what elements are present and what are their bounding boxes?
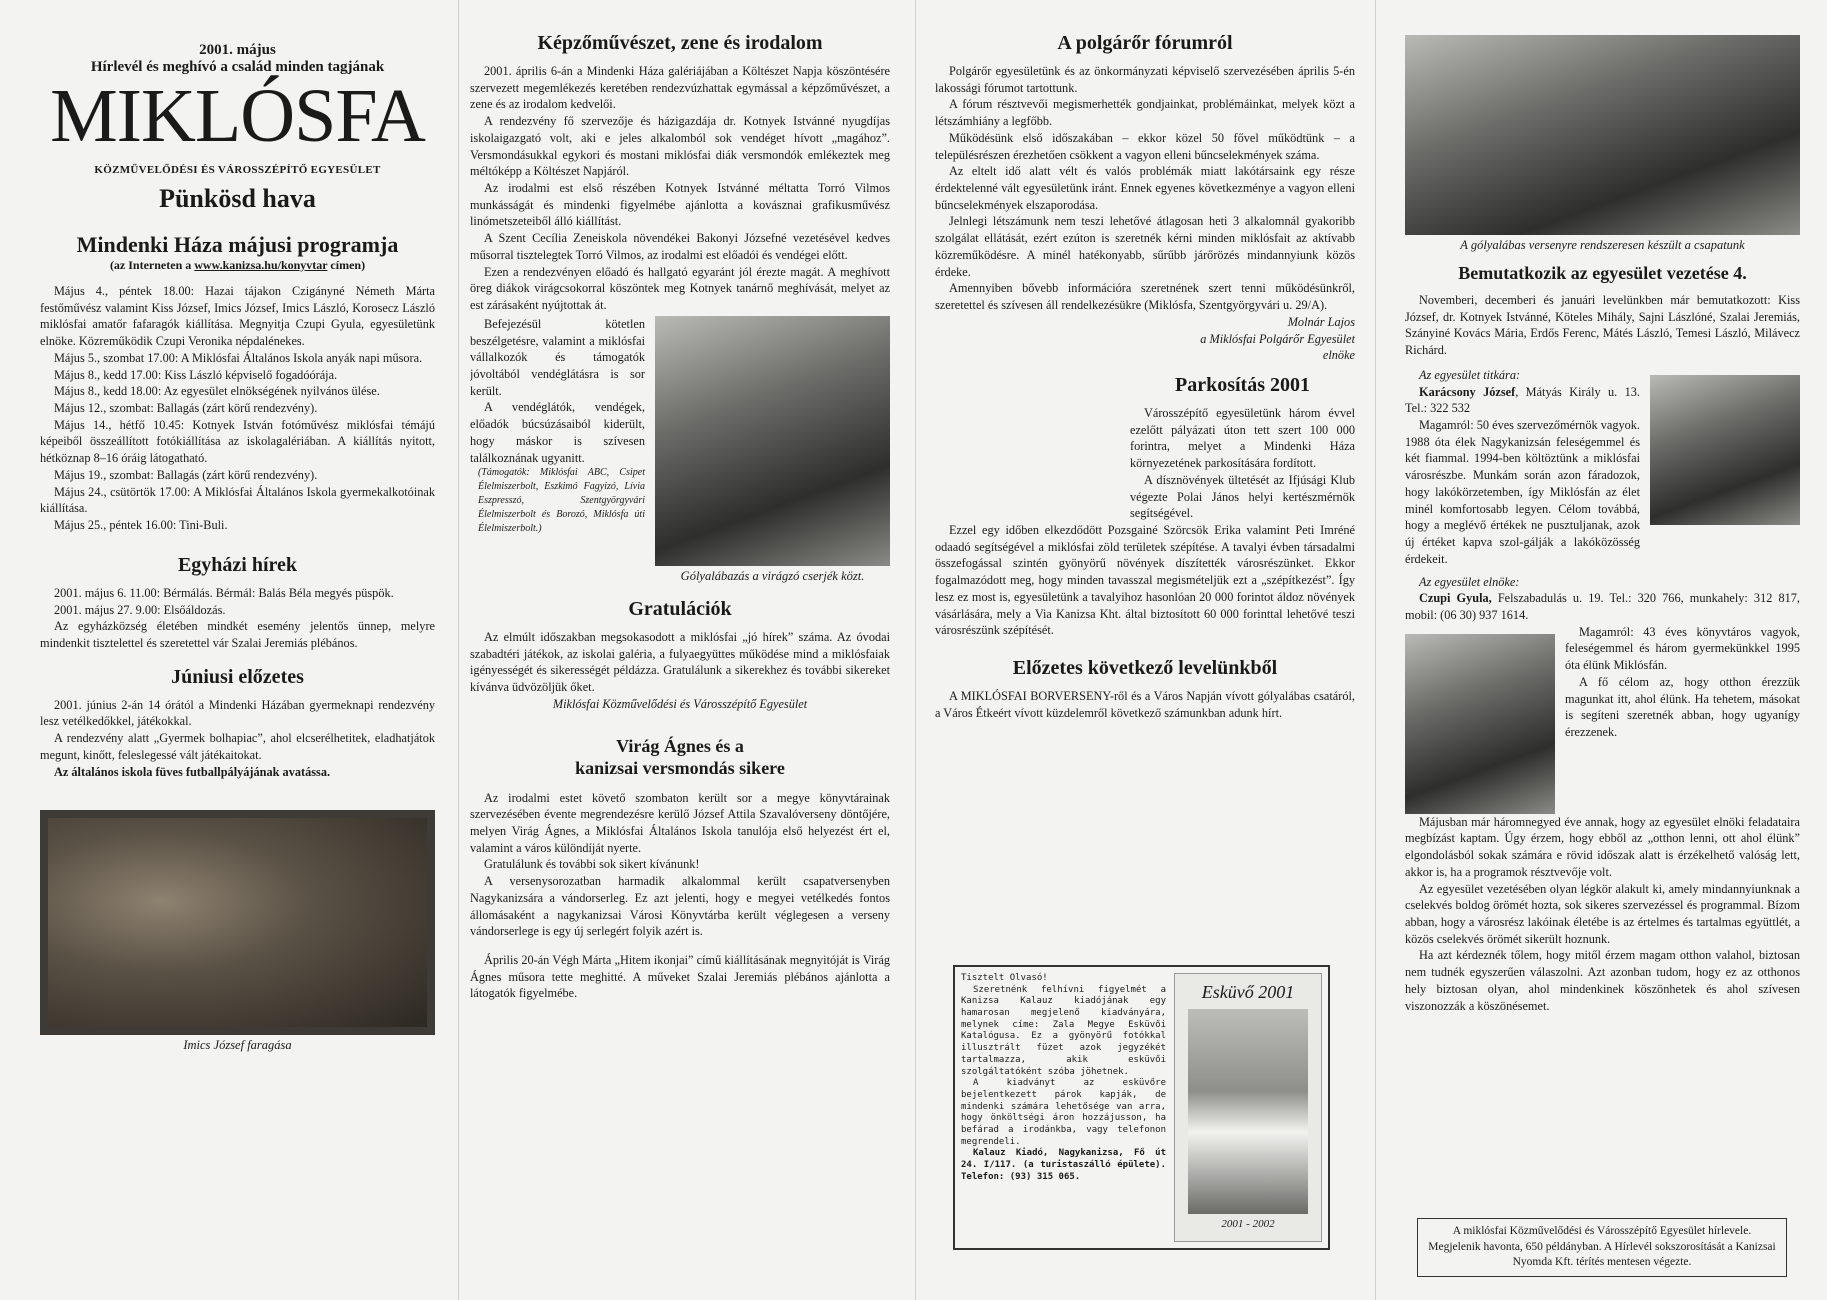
arts-photo-row	[470, 316, 890, 584]
police-sign-role: elnöke	[1322, 348, 1355, 363]
ad-greeting: Tisztelt Olvasó!	[961, 973, 1048, 983]
virag-p4: Április 20-án Végh Márta „Hitem ikonjai” című kiállításának megnyitóját is Virág Ágnes műsora tette meghitté. A műveket Szalai Jeremiás plébános ajánlotta a látogatók figyelmébe.	[470, 953, 890, 1001]
arts-p3: Az irodalmi est első részében Kotnyek Istvánné méltatta Torró Vilmos munkásságát és mindenki figyelmébe ajánlotta a kovásznai grafikusművész linómetszeteiből álló kiállítást.	[470, 181, 890, 229]
virag-p3: A versenysorozatban harmadik alkalommal került csapatversenyben Nagykanizsára a vándorserleg. Ez azt jelenti, hogy e megyei vetélkedés fontos állomásaként a nagykanizsai Városi Könyvtárba került véglegesen a verseny vándorserlege is egy új serlegért folyik azért is.	[470, 874, 890, 939]
arts-side-text	[470, 316, 645, 584]
ad-catalog-cover	[1174, 973, 1322, 1242]
june-title: Júniusi előzetes	[171, 665, 304, 688]
president-about-4: Az egyesület vezetésében olyan légkör alakult ki, amely mindannyiunknak a cselekvés boldog örömét hozta, sok sikeres szervezéssel és programmal. Bízom abban, hogy a városrész lakóinak életébe is az értelmes és tartalmas együttlét, a közös cselekvés örömét sikerült hoznunk.	[1405, 881, 1800, 946]
program-item: Május 25., péntek 16.00: Tini-Buli.	[54, 518, 228, 533]
church-item: 2001. május 6. 11.00: Bérmálás. Bérmál: Balás Béla megyés püspök.	[54, 585, 394, 600]
police-p1: Polgárőr egyesületünk és az önkormányzati képviselő szervezésében április 5-én lakossági fórumot tartottunk.	[935, 64, 1355, 95]
program-note-suffix: címen)	[327, 258, 366, 272]
arts-p1: 2001. április 6-án a Mindenki Háza galériájában a Költészet Napja köszöntésére szervezett megemlékezés keretében rendezvúzhattak egymással a képzőművészet, a zene és az irodalom kedvelői.	[470, 64, 890, 112]
president-block	[1405, 624, 1800, 814]
program-item: Május 19., szombat: Ballagás (zárt körű rendezvény).	[54, 467, 318, 482]
virag-title-2: kanizsai versmondás sikere	[575, 757, 785, 778]
bride-photo	[1188, 1009, 1308, 1214]
issue-title: Pünkösd hava	[159, 184, 316, 213]
june-p1: 2001. június 2-án 14 órától a Mindenki Házában gyermeknapi rendezvény lesz vetélkedőkkel, játékokkal.	[40, 697, 435, 729]
program-list	[40, 283, 435, 534]
stilts-photo-caption: Gólyalábazás a virágzó cserjék közt.	[680, 568, 865, 583]
team-photo	[1405, 35, 1800, 235]
next-title: Előzetes következő levelünkből	[1012, 657, 1278, 679]
newsletter-footer: A miklósfai Közművelődési és Városszépítő Egyesület hírlevele. Megjelenik havonta, 650 példányban. A Hírlevél sokszorosítását a Kanizsai Nyomda Kft. térítés mentesen végezte.	[1417, 1218, 1787, 1277]
virag-p1: Az irodalmi estet követő szombaton került sor a megye könyvtárainak szervezésében évente megrendezésre kerülő József Attila Szavalóverseny döntőjére, melyen Virág Ágnes, a Miklósfai Általános Iskola tanulója első helyezést ért el, valamint a város különdíját nyerte.	[470, 790, 890, 855]
president-about-3: Májusban már háromnegyed éve annak, hogy az egyesület elnöki feladataira megbízást kaptam. Úgy érzem, hogy ebből az „otthon lenni, ott ahol élünk” elgondolásból sokak számára e rövid időszak alatt is érzékelhető valóság lett, akkor is, ha a programok résztvevője volt.	[1405, 814, 1800, 879]
park-p1: Városszépítő egyesületünk három évvel ezelőtt pályázati úton tett szert 100 000 forintra, melyet a Mindenki Háza környezetének parkosítására fordított.	[1130, 405, 1355, 471]
column-2	[470, 0, 890, 1300]
june-p3: Az általános iskola füves futballpályájának avatássa.	[54, 764, 331, 779]
secretary-block	[1405, 367, 1800, 568]
masthead-title: MIKLÓSFA	[50, 74, 425, 158]
program-item: Május 24., csütörtök 17.00: A Miklósfai Általános Iskola gyermekalkotóinak kiállítása.	[40, 484, 435, 516]
june-p2: A rendezvény alatt „Gyermek bolhapiac”, ahol elcserélhetitek, eladhatjátok megunt, kinőtt, feleslegessé vált játékaitokat.	[40, 731, 435, 762]
president-side-text	[1565, 624, 1800, 814]
arts-p5: Ezen a rendezvényen előadó és hallgató egyaránt jól érezte magát. A meghívott öreg diákok virágcsokorral köszöntek meg Kotnyek tanárnő meghívását, melyet az est zárásaként nyújtottak át.	[470, 264, 890, 313]
congrats-signature: Miklósfai Közművelődési és Városszépítő Egyesület	[552, 696, 808, 711]
ad-body: Szeretnénk felhívni figyelmét a Kanizsa Kalauz kiadójának egy hamarosan megjelenő kiadványára, melynek címe: Zala Megye Esküvői Katalógusa. Ez a gyönyörű fotókkal illusztrált füzet azok jegyzékét tartalmazza, akik esküvői szolgáltatóként szóba jöhetnek.	[961, 984, 1166, 1077]
police-p5: Jelnlegi létszámunk nem teszi lehetővé átlagosan heti 3 alkalomnál gyakoribb szolgálat ellátását, ezért ezúton is szeretnék kérni minden miklósfait az aktívabb közreműködésre. A minél hatékonyabb, sűrűbb járőrözés mindannyiunk közös érdeke.	[935, 214, 1355, 279]
church-title: Egyházi hírek	[177, 553, 298, 576]
fold-line	[915, 0, 916, 1300]
police-sign-org: a Miklósfai Polgárőr Egyesület	[1200, 331, 1355, 346]
virag-p2: Gratulálunk és további sok sikert kívánunk!	[484, 857, 700, 872]
column-3	[935, 0, 1355, 1300]
program-item: Május 14., hétfő 10.45: Kotnyek István fotóművész miklósfai témájú képeiből összeállított fotókiállítása az iskolagalériában. A kiállítás nyitott, hétköznap 8–16 óráig látogatható.	[40, 417, 435, 466]
park-section	[935, 374, 1355, 522]
masthead-date: 2001. május	[199, 42, 276, 58]
police-p6: Amennyiben bővebb információra szeretnének szert tenni működésünkről, szeretettel és szívesen áll rendelkezésükre (Miklósfa, Szentgyörgyvári u. 29/A).	[935, 281, 1355, 313]
ad-years: 2001 - 2002	[1221, 1218, 1275, 1230]
column-1	[40, 0, 435, 1300]
president-about-2: A fő célom az, hogy otthon érezzük magunkat itt, ahol élünk. Ha tehetem, másokat is segíteni szeretnék abban, hogy ugyanígy érezzenek.	[1565, 674, 1800, 739]
masthead-subtitle: Hírlevél és meghívó a család minden tagjának	[90, 59, 385, 75]
secretary-role: Az egyesület titkára:	[1419, 367, 1521, 382]
program-item: Május 4., péntek 18.00: Hazai tájakon Czigányné Németh Márta festőművész valamint Kiss József, Imics József, Imics László, Koroseсz László miklósfai amatőr fafaragók kiállítása. Megnyitja Czupi Gyula, egyesületünk elnöke. Közreműködik Czupi Veronika népdalénekes.	[40, 284, 435, 349]
secretary-portrait	[1650, 375, 1800, 525]
secretary-address: , Mátyás Király u. 13. Tel.: 322 532	[1405, 384, 1640, 416]
church-item: 2001. május 27. 9.00: Elsőáldozás.	[54, 602, 226, 617]
secretary-text	[1405, 367, 1640, 568]
woodcarving-image	[40, 810, 435, 1035]
program-note-prefix: (az Interneten a	[109, 258, 195, 272]
next-p1: A MIKLÓSFAI BORVERSENY-ről és a Város Napján vívott gólyalábas csatáról, a Város Étkeért vívott küzdelemről következő számunkban adunk hírt.	[935, 689, 1355, 720]
column-4	[1405, 0, 1800, 1300]
congrats-p1: Az elmúlt időszakban megsokasodott a miklósfai „jó hírek” száma. Az óvodai szabadtéri játékok, az iskolai galéria, a fulyaegyüttes működése mind a miklósfaiak igényességét és sikerességét példázza. Gratulálunk a sikerekhez és további sikereket kívánva üdvözöljük őket.	[470, 629, 890, 694]
virag-title-1: Virág Ágnes és a	[616, 736, 744, 757]
arts-p6: Befejezésül kötetlen beszélgetésre, valamint a miklósfai vállalkozók és támogatók jóvoltából vendéglátásra is sor került.	[470, 316, 645, 398]
program-item: Május 8., kedd 18.00: Az egyesület elnökségének nyilvános ülése.	[54, 384, 380, 399]
carving-caption: Imics József faragása	[183, 1038, 292, 1053]
ad-brand: Esküvő 2001	[1201, 982, 1295, 1002]
police-p2: A fórum résztvevői megismerhették gondjainkat, problémáinkat, melyek közt a létszámhiány a legfőbb.	[935, 97, 1355, 129]
program-title: Mindenki Háza májusi programja	[76, 232, 399, 257]
fold-line	[458, 0, 459, 1300]
leaders-intro: Novemberi, decemberi és januári levelünkben már bemutatkozott: Kiss József, dr. Kotnyek Istvánné, Köteles Mihály, Sajni Lászlóné, Szalai Jeremiás, Szányiné Kovács Mária, Erdős Ferenc, Mátés László, Temesi László, Milávecz Richárd.	[1405, 293, 1800, 358]
secretary-about: Magamról: 50 éves szervezőmérnök vagyok. 1988 óta élek Nagykanizsán feleségemmel és két fiammal. 1994-ben költöztünk a miklósfai városrészbe. Munkám során azon fáradozok, hogy lakókörzetemben, így Miklósfán az élet minél komfortosabb legyen. Célom továbbá, hogy a meglévő értékek ne pusztuljanak, azok új értéket kapva szol-gálják a lakóközösség érdekeit.	[1405, 418, 1640, 566]
park-p3: Ezzel egy időben elkezdődött Pozsgainé Szörcsök Erika valamint Peti Imréné odaadó segítségével a miklósfai zöld területek szépítése. A tavalyi évben társadalmi összefogással szintén gyönyörű növények díszítették városrészünket. Ekkor fogalmazódott meg, hogy minden tavasszal megismételjük ezt a „szépítkezést”. Így lesz ez most is, egyesületünk a tavalyihoz hasonlóan 20 000 forintot áldoz növények vásárlására, mely a Via Kanizsa Kht. által biztosított 60 000 forinttal lehetővé teszi városrészünk szépítését.	[935, 522, 1355, 638]
stilts-photo	[655, 316, 890, 566]
program-note	[40, 258, 435, 273]
program-item: Május 5., szombat 17.00: A Miklósfai Általános Iskola anyák napi műsora.	[54, 350, 423, 365]
arts-p4: A Szent Cecília Zeneiskola növendékei Bakonyi Józsefné vezetésével kedves műsorral tisztelegtek Torró Vilmos, az irodalmi est előadói és vendégei előtt.	[470, 231, 890, 262]
stilts-photo-block	[655, 316, 890, 584]
program-item: Május 12., szombat: Ballagás (zárt körű rendezvény).	[54, 401, 318, 416]
arts-sponsors: (Támogatók: Miklósfai ABC, Csipet Élelmiszerbolt, Eszkimó Fagyizó, Lívia Eszpresszó, Szentgyörgyvári Élelmiszerbolt és Borozó, Miklósfa úti Élelmiszerbolt.)	[478, 467, 645, 535]
church-item: Az egyházközség életében mindkét esemény jelentős ünnep, melyre mindenkit tisztelettel és szeretettel vár Szalai Jeremiás plébános.	[40, 619, 435, 650]
president-portrait	[1405, 634, 1555, 814]
ad-contact: Kalauz Kiadó, Nagykanizsa, Fő út 24. I/117. (a turistaszálló épülete). Telefon: (93) 315 065.	[961, 1148, 1166, 1182]
arts-p2: A rendezvény fő szervezője és házigazdája dr. Kotnyek Istvánné nyugdíjas iskolaigazgató volt, aki e jeles alkalomból sok vendéget hívott „magához”. Versmondásukkal egykori és mostani miklósfai diák versmondók emlékeztek meg méltóképp a Költészet Napjáról.	[470, 114, 890, 179]
president-contact	[1405, 590, 1800, 623]
park-title: Parkosítás 2001	[1175, 373, 1310, 396]
president-role: Az egyesület elnöke:	[1419, 574, 1520, 589]
fold-line	[1375, 0, 1376, 1300]
congrats-title: Gratulációk	[628, 597, 732, 620]
park-p2: A dísznövények ültetését az Ifjúsági Klub végezte Polai János helyi kertészmérnök segítségével.	[1130, 472, 1355, 521]
president-address: Felszabadulás u. 19. Tel.: 320 766, munkahely: 312 817, mobil: (06 30) 937 1614.	[1405, 591, 1800, 622]
police-title: A polgárőr fórumról	[1057, 32, 1233, 54]
president-name: Czupi Gyula,	[1419, 591, 1492, 606]
masthead-org: KÖZMŰVELŐDÉSI ÉS VÁROSSZÉPÍTŐ EGYESÜLET	[94, 164, 381, 176]
advertisement-box	[953, 965, 1330, 1250]
team-photo-caption: A gólyalábas versenyre rendszeresen készült a csapatunk	[1460, 238, 1745, 252]
program-link[interactable]: www.kanizsa.hu/konyvtar	[194, 258, 328, 272]
ad-body-2: A kiadványt az esküvőre bejelentkezett párok kapják, de mindenki számára lehetősége van arra, hogy önköltségi áron hozzájusson, ha befárad a irodánkba, vagy telefonon megrendeli.	[961, 1078, 1166, 1147]
president-about-5: Ha azt kérdeznék tőlem, hogy mitől érzem magam otthon valahol, biztosan nem tudnék egyszerűen válaszolni. Azt azonban tudom, hogy ez az otthonos hely biztosan olyan, ahol mindenkinek köszönhetek és ahol szívesen viszonozzák a köszönésemet.	[1405, 948, 1800, 1013]
secretary-contact	[1405, 384, 1640, 417]
president-about-1: Magamról: 43 éves könyvtáros vagyok, feleségemmel és három gyermekünkkel 1995 óta élünk Miklósfán.	[1565, 624, 1800, 673]
leaders-title: Bemutatkozik az egyesület vezetése 4.	[1458, 263, 1747, 283]
program-item: Május 8., kedd 17.00: Kiss László képviselő fogadóórája.	[54, 367, 338, 382]
police-p4: Az eltelt idő alatt vélt és valós problémák miatt lakótársaink egy része érdektelenné vált egyesületünk iránt. Ennek egyenes következménye a vagyon elleni bűncselekmények elszaporodása.	[935, 164, 1355, 212]
arts-title: Képzőművészet, zene és irodalom	[537, 32, 823, 54]
arts-p7: A vendéglátók, vendégek, előadók búcsúzásaiból kiderült, hogy máskor is szívesen találkoznának ugyanitt.	[470, 400, 645, 465]
ad-text	[961, 973, 1166, 1242]
secretary-name: Karácsony József	[1419, 384, 1516, 399]
police-sign-name: Molnár Lajos	[1287, 314, 1355, 329]
police-p3: Működésünk első időszakában – ekkor közel 50 fővel működtünk – a településrészen érezhetően csökkent a vagyon elleni bűncselekmények száma.	[935, 130, 1355, 162]
